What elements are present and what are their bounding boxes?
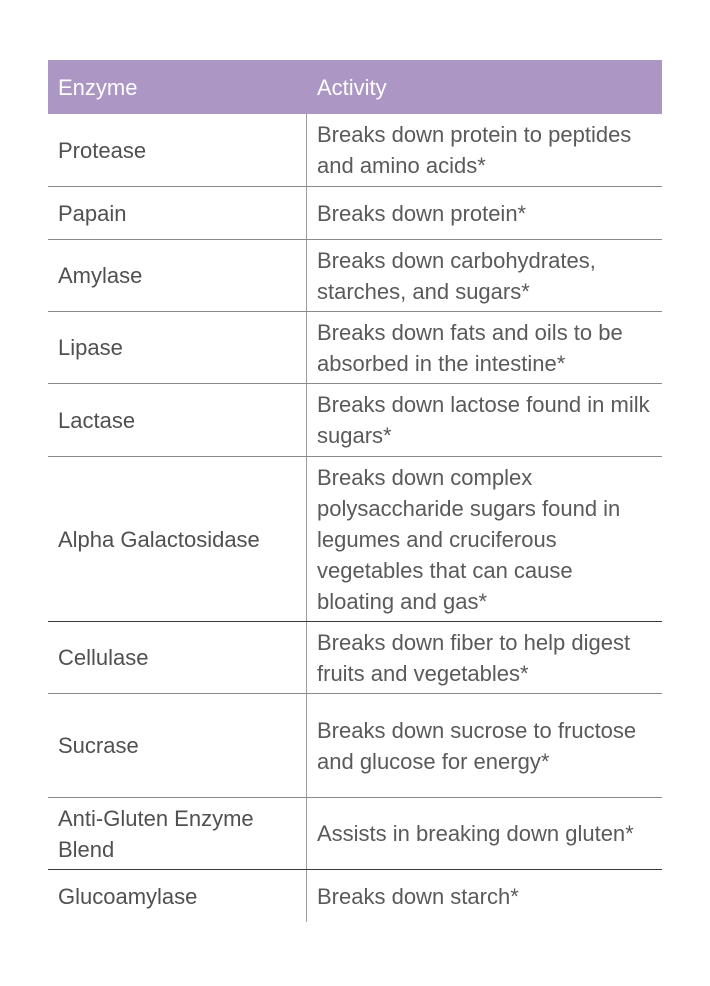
enzyme-name: Sucrase [58, 733, 139, 758]
activity-text: Breaks down carbohydrates, starches, and sugars* [317, 247, 596, 304]
activity-cell [307, 114, 662, 186]
table-row [48, 798, 662, 870]
table-row [48, 187, 662, 240]
enzyme-table [48, 60, 662, 922]
activity-text: Breaks down lactose found in milk sugars* [317, 392, 650, 448]
activity-text: Breaks down fiber to help digest fruits and vegetables* [317, 629, 631, 686]
header-activity: Activity [317, 75, 387, 100]
activity-text: Breaks down sucrose to fructose and glucose for energy* [317, 717, 637, 774]
activity-cell [307, 798, 662, 869]
table-row [48, 114, 662, 187]
enzyme-cell [48, 457, 307, 621]
activity-cell [307, 694, 662, 797]
activity-cell [307, 457, 662, 621]
enzyme-cell [48, 114, 307, 186]
activity-cell [307, 622, 662, 693]
enzyme-cell [48, 622, 307, 693]
table-row [48, 312, 662, 384]
enzyme-cell [48, 240, 307, 311]
activity-cell [307, 384, 662, 456]
activity-text: Breaks down protein* [317, 200, 527, 226]
table-row [48, 694, 662, 798]
enzyme-cell [48, 312, 307, 383]
enzyme-name: Glucoamylase [58, 883, 198, 909]
activity-text: Breaks down complex polysaccharide sugars found in legumes and cruciferous vegetables that can cause bloating and gas* [317, 464, 621, 614]
activity-text: Breaks down protein to peptides and amino acids* [317, 122, 632, 178]
enzyme-cell [48, 187, 307, 239]
enzyme-name: Alpha Galactosidase [58, 526, 260, 552]
enzyme-cell [48, 694, 307, 797]
table-row [48, 622, 662, 694]
activity-text: Assists in breaking down gluten* [317, 821, 634, 846]
table-body [48, 114, 662, 922]
enzyme-cell [48, 384, 307, 456]
enzyme-cell [48, 798, 307, 869]
enzyme-name: Papain [58, 200, 127, 226]
table-row [48, 240, 662, 312]
table-header [48, 60, 662, 114]
enzyme-name: Lactase [58, 407, 136, 433]
activity-cell [307, 870, 662, 922]
activity-cell [307, 312, 662, 383]
header-enzyme: Enzyme [58, 75, 138, 100]
activity-text: Breaks down starch* [317, 883, 519, 909]
activity-cell [307, 187, 662, 239]
enzyme-name: Cellulase [58, 645, 149, 670]
enzyme-cell [48, 870, 307, 922]
table-row [48, 870, 662, 922]
table-row [48, 384, 662, 457]
activity-text: Breaks down fats and oils to be absorbed in the intestine* [317, 319, 623, 376]
activity-cell [307, 240, 662, 311]
enzyme-name: Protease [58, 137, 147, 163]
enzyme-name: Lipase [58, 335, 123, 360]
enzyme-name: Amylase [58, 263, 143, 288]
table-row [48, 457, 662, 622]
enzyme-name: Anti-Gluten Enzyme Blend [58, 805, 254, 862]
